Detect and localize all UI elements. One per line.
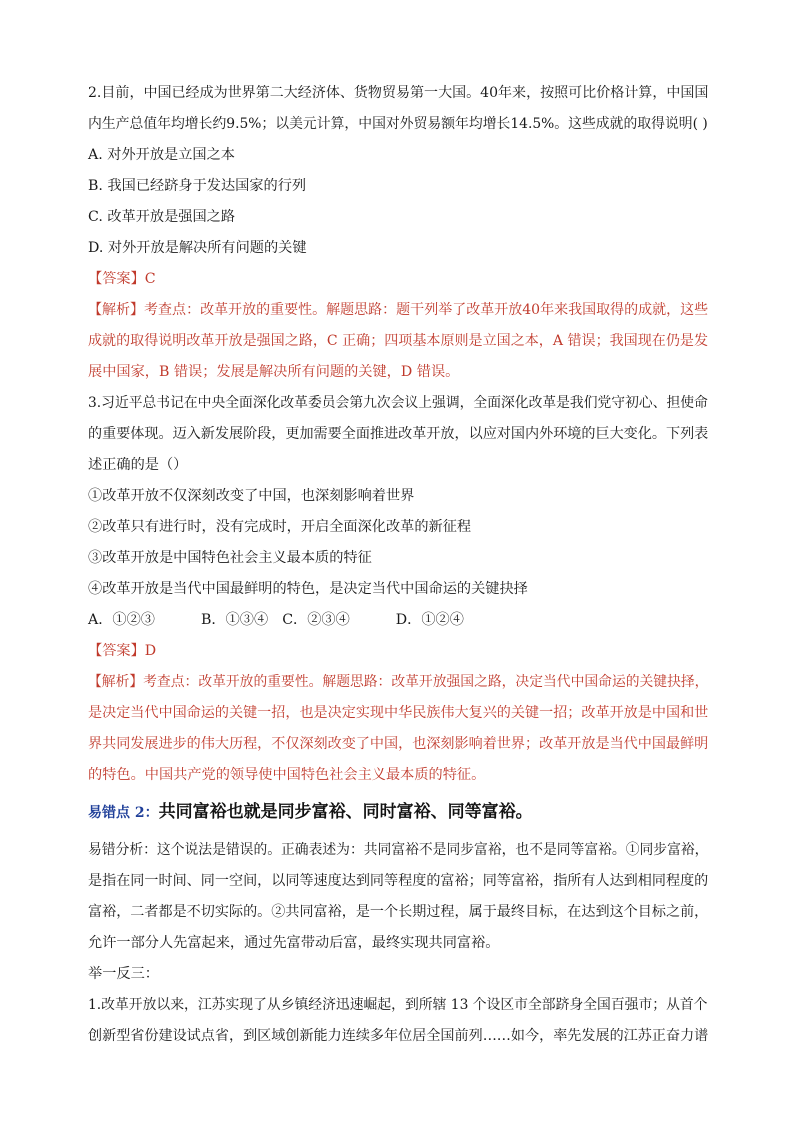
- q2-answer: [88, 270, 156, 288]
- q3-answer: [88, 642, 156, 660]
- q2-option-a: A. 对外开放是立国之本: [88, 147, 235, 163]
- section-title: 共同富裕也就是同步富裕、同时富裕、同等富裕。: [158, 802, 533, 822]
- q3-stem-line-2: 的重要体现。迈入新发展阶段，更加需要全面推进改革开放，以应对国内外环境的巨大变化。下列表: [88, 426, 709, 442]
- q3-statement-4: ④改革开放是当代中国最鲜明的特色，是决定当代中国命运的关键抉择: [88, 581, 528, 597]
- q3-analysis-line-4: 的特色。中国共产党的领导使中国特色社会主义最本质的特征。: [88, 767, 486, 783]
- q3-option-c: C．②③④: [282, 612, 350, 628]
- q3-options: [88, 611, 464, 629]
- q3-stem-line-1: 3.习近平总书记在中央全面深化改革委员会第九次会议上强调，全面深化改革是我们党守初心、担使命: [88, 395, 708, 411]
- practice-q1-line-2: 创新型省份建设试点省，到区域创新能力连续多年位居全国前列……如今，率先发展的江苏正奋力谱: [88, 1028, 709, 1044]
- q2-option-c: C. 改革开放是强国之路: [88, 209, 236, 225]
- q3-option-a: A．①②③: [88, 612, 155, 628]
- q2-stem-line-2: 内生产总值年均增长约9.5%；以美元计算，中国对外贸易额年均增长14.5%。这些成就的取得说明( ): [88, 116, 708, 132]
- error-analysis-line-4: 允许一部分人先富起来，通过先富带动后富，最终实现共同富裕。: [88, 935, 500, 951]
- analysis-text: 考查点：改革开放的重要性。解题思路：题干列举了改革开放40年来我国取得的成就，这些: [144, 302, 709, 318]
- q3-analysis-line-3: 界共同发展进步的伟大历程，不仅深刻改变了中国，也深刻影响着世界；改革开放是当代中国最鲜明: [88, 736, 709, 752]
- error-analysis-line-1: 易错分析：这个说法是错误的。正确表述为：共同富裕不是同步富裕，也不是同等富裕。①同步富裕，: [88, 842, 709, 858]
- q3-statement-1: ①改革开放不仅深刻改变了中国，也深刻影响着世界: [88, 488, 415, 504]
- q2-analysis-line-2: 成就的取得说明改革开放是强国之路，C 正确；四项基本原则是立国之本，A 错误；我国现在仍是发: [88, 333, 708, 349]
- q2-option-b: B. 我国已经跻身于发达国家的行列: [88, 178, 307, 194]
- analysis-text: 考查点：改革开放的重要性。解题思路：改革开放强国之路，决定当代中国命运的关键抉择，: [143, 674, 709, 690]
- section-label: 易错点 2：: [88, 805, 159, 821]
- q2-analysis-line-3: 展中国家，B 错误；发展是解决所有问题的关键，D 错误。: [88, 364, 460, 380]
- analysis-tag: 【解析】: [88, 302, 145, 318]
- q2-option-d: D. 对外开放是解决所有问题的关键: [88, 240, 307, 256]
- section-heading: [88, 803, 533, 822]
- answer-tag: 【答案】: [88, 643, 145, 659]
- q3-analysis-line-1: [88, 673, 708, 691]
- error-analysis-line-2: 是指在同一时间、同一空间，以同等速度达到同等程度的富裕；同等富裕，指所有人达到相同程度的: [88, 873, 709, 889]
- q2-analysis-line-1: [88, 301, 708, 319]
- analysis-tag: 【解析】: [88, 674, 144, 690]
- q2-stem-line-1: 2.目前，中国已经成为世界第二大经济体、货物贸易第一大国。40年来，按照可比价格计算，中国国: [88, 85, 709, 101]
- q3-option-b: B．①③④: [201, 612, 269, 628]
- q3-analysis-line-2: 是决定当代中国命运的关键一招，也是决定实现中华民族伟大复兴的关键一招；改革开放是中国和世: [88, 705, 709, 721]
- q3-statement-3: ③改革开放是中国特色社会主义最本质的特征: [88, 550, 372, 566]
- practice-q1-line-1: 1.改革开放以来，江苏实现了从乡镇经济迅速崛起，到所辖 13 个设区市全部跻身全国百强市；从首个: [88, 997, 708, 1013]
- answer-tag: 【答案】: [88, 271, 145, 287]
- practice-title: 举一反三：: [88, 966, 159, 982]
- q3-statement-2: ②改革只有进行时，没有完成时，开启全面深化改革的新征程: [88, 519, 472, 535]
- q3-stem-line-3: 述正确的是（）: [88, 457, 188, 473]
- answer-value: D: [144, 643, 157, 659]
- error-analysis-line-3: 富裕，二者都是不切实际的。②共同富裕，是一个长期过程，属于最终目标，在达到这个目标之前，: [88, 904, 709, 920]
- q3-option-d: D．①②④: [395, 612, 464, 628]
- answer-value: C: [144, 271, 156, 287]
